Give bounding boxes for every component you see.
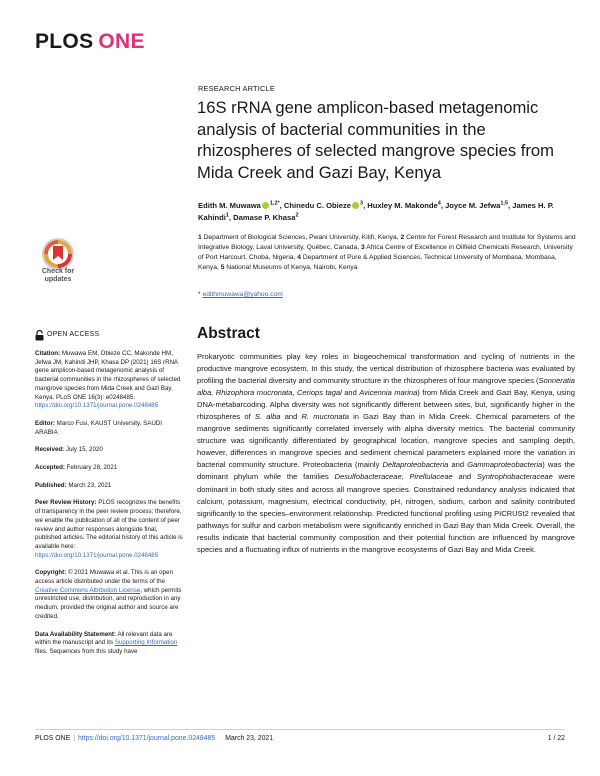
received-date: July 15, 2020 bbox=[65, 446, 103, 454]
journal-logo bbox=[35, 30, 145, 54]
check-updates-line1: Check for bbox=[41, 268, 75, 275]
author-name[interactable]: Edith M. Muwawa bbox=[198, 201, 261, 210]
citation-text: Muwawa EM, Obieze CC, Makonde HM, Jefwa JM, Kahindi JHP, Khasa DP (2021) 16S rRNA gene amplicon-based metagenomic analysis of bacterial communities in the rhizospheres of selected mangrove species from Mida Creek and Gazi Bay, Kenya. PLoS ONE 16(3): e0248485. bbox=[35, 350, 181, 401]
author-name[interactable]: James H. P. Kahindi bbox=[198, 201, 554, 222]
license-link[interactable]: Creative Commons Attribution License bbox=[35, 586, 141, 594]
affiliation-text: National Museums of Kenya, Nairobi, Kenya bbox=[226, 264, 358, 271]
editor-label: Editor: bbox=[35, 419, 55, 427]
author-affiliation-sup: 3 bbox=[360, 200, 364, 207]
affiliation-text: Centre for Forest Research and Institute for Systems and Integrative Biology, Laval University, Québec, Canada, bbox=[198, 234, 576, 251]
abstract-part: and bbox=[458, 472, 472, 482]
published-label: Published: bbox=[35, 481, 67, 489]
author-affiliation-sup: 4 bbox=[437, 200, 441, 207]
article-type: RESEARCH ARTICLE bbox=[198, 84, 275, 93]
correspondence-marker: * bbox=[198, 291, 201, 298]
peer-review-link[interactable]: https://doi.org/10.1371/journal.pone.0248485 bbox=[35, 551, 159, 559]
author-separator: , bbox=[228, 212, 234, 222]
copyright-text-end: , which permits unrestricted use, distribution, and reproduction in any medium, provided the original author and source are credited. bbox=[35, 586, 182, 620]
check-updates-label bbox=[35, 268, 81, 284]
copyright-block bbox=[35, 569, 185, 621]
author-affiliation-sup: 1 bbox=[225, 211, 229, 218]
affiliation-number: 3 bbox=[360, 244, 365, 251]
affiliation-number: 2 bbox=[400, 234, 405, 241]
affiliations bbox=[198, 233, 576, 273]
journal-logo-one: ONE bbox=[98, 30, 145, 53]
published-block bbox=[35, 482, 185, 491]
author-separator: , bbox=[508, 201, 513, 210]
check-updates-icon bbox=[42, 238, 74, 270]
affiliation-text: Department of Pure & Applied Sciences, Technical University of Mombasa, Mombasa, Kenya, bbox=[198, 254, 557, 271]
correspondence bbox=[198, 291, 283, 298]
published-date: March 23, 2021 bbox=[68, 481, 112, 489]
abstract-part: Prokaryotic communities play key roles in biogeochemical transformation and cycling of nutrients in the productive mangrove ecosystem. In this study, the vertical distribution of rhizosphere bacteria was evaluated by profiling the bacterial diversity and community structure in the rhizospheres of four mangrove species ( bbox=[197, 352, 575, 386]
affiliation-number: 4 bbox=[297, 254, 301, 261]
citation-block bbox=[35, 350, 185, 411]
orcid-icon[interactable] bbox=[352, 202, 359, 209]
footer-separator: | bbox=[73, 735, 76, 742]
open-access-text: OPEN ACCESS bbox=[47, 331, 100, 339]
received-block bbox=[35, 446, 185, 455]
taxon-name: Desulfobacteraceae, Pirellulaceae bbox=[334, 472, 453, 482]
abstract-part: ) from Mida Creek and Gazi Bay, Kenya, using DNA-metabarcoding. Alpha diversity was not significantly different between sites, but, significantly higher in the rhizospheres of bbox=[197, 388, 575, 422]
abstract-part: and bbox=[451, 460, 465, 470]
received-label: Received: bbox=[35, 446, 65, 454]
open-lock-icon bbox=[35, 330, 44, 341]
species-name: Sonneratia alba, Rhizophora mucronata, Ceriops tagal bbox=[197, 376, 575, 398]
journal-logo-plos: PLOS bbox=[35, 30, 94, 53]
check-updates-line2: updates bbox=[44, 276, 72, 283]
peer-review-label: Peer Review History: bbox=[35, 499, 97, 507]
footer-date: March 23, 2021 bbox=[225, 735, 274, 742]
abstract-part: ) was the dominant phylum while the families bbox=[197, 460, 575, 482]
footer-page-number: 1 / 22 bbox=[547, 735, 565, 742]
abstract-part: and bbox=[344, 388, 357, 398]
editor-text: Marco Fusi, KAUST University, SAUDI ARABIA bbox=[35, 419, 162, 436]
article-title: 16S rRNA gene amplicon-based metagenomic analysis of bacterial communities in the rhizospheres of selected mangrove species from Mida Creek and Gazi Bay, Kenya bbox=[197, 98, 554, 182]
correspondence-email-link[interactable]: edithmuwawa@yahoo.com bbox=[202, 291, 283, 298]
author-list bbox=[198, 200, 568, 223]
abstract-part: and bbox=[284, 412, 298, 422]
article-sidebar bbox=[35, 330, 185, 666]
accepted-label: Accepted: bbox=[35, 464, 65, 472]
accepted-block bbox=[35, 464, 185, 473]
footer-doi-link[interactable]: https://doi.org/10.1371/journal.pone.0248485 bbox=[78, 735, 216, 742]
peer-review-text: PLOS recognizes the benefits of transparency in the peer review process; therefore, we enable the publication of all of the content of peer review and author responses alongside final, published articles. The editorial history of this article is available here: bbox=[35, 499, 183, 550]
author-name[interactable]: Huxley M. Makonde bbox=[367, 201, 438, 210]
page-footer bbox=[35, 735, 565, 742]
author-separator: , bbox=[279, 201, 284, 210]
abstract-heading: Abstract bbox=[197, 325, 260, 342]
footer-journal: PLOS ONE bbox=[35, 735, 71, 742]
citation-doi-link[interactable]: https://doi.org/10.1371/journal.pone.0248485 bbox=[35, 402, 159, 410]
author-name[interactable]: Joyce M. Jefwa bbox=[445, 201, 501, 210]
species-name: S. alba bbox=[254, 412, 281, 422]
affiliation-text: Department of Biological Sciences, Pwani University, Kilifi, Kenya, bbox=[203, 234, 399, 241]
data-availability-text: All relevant data are within the manuscript and its bbox=[35, 630, 173, 647]
species-name: Avicennia marina bbox=[359, 388, 418, 398]
author-separator: , bbox=[363, 201, 368, 210]
data-availability-block bbox=[35, 631, 185, 657]
peer-review-block bbox=[35, 499, 185, 560]
author-affiliation-sup: 1,5 bbox=[500, 200, 509, 207]
species-name: R. mucronata bbox=[301, 412, 349, 422]
affiliation-number: 1 bbox=[198, 234, 202, 241]
editor-block bbox=[35, 420, 185, 437]
supporting-info-link[interactable]: Supporting Information bbox=[114, 639, 178, 647]
affiliation-text: Africa Centre of Excellence in Oilfield Chemicals Research, University of Port Harcourt, Choba, Nigeria, bbox=[198, 244, 573, 261]
abstract-part: were dominant in both study sites and across all mangrove species. Constrained redundancy analysis indicated that calcium, potassium, magnesium, electrical conductivity, pH, nitrogen, sodium, carbon and salinity contributed significantly to the species–environment relationship. Predicted functional profiling using PICRUSt2 revealed that pathways for sulfur and carbon metabolism were significantly enriched in Gazi Bay than Mida Creek. Overall, the results indicate that bacterial community composition and their potential function are influenced by mangrove species and a fluctuating influx of nutrients in the mangrove ecosystems of Gazi Bay and Mida Creek. bbox=[197, 472, 575, 554]
abstract-text bbox=[197, 351, 575, 556]
author-separator: , bbox=[440, 201, 446, 210]
author-name[interactable]: Damase P. Khasa bbox=[233, 212, 296, 222]
check-for-updates-badge[interactable] bbox=[35, 238, 81, 294]
taxon-name: Syntrophobacteraceae bbox=[476, 472, 553, 482]
affiliation-number: 5 bbox=[220, 264, 225, 271]
data-availability-label: Data Availability Statement: bbox=[35, 630, 117, 638]
data-availability-text-end: files. Sequences from this study have bbox=[35, 647, 138, 655]
taxon-name: Deltaproteobacteria bbox=[382, 460, 449, 470]
open-access-label bbox=[35, 330, 185, 341]
taxon-name: Gammaproteobacteria bbox=[467, 460, 543, 470]
copyright-label: Copyright: bbox=[35, 569, 67, 577]
author-affiliation-sup: 1,2* bbox=[269, 200, 280, 207]
citation-label: Citation: bbox=[35, 350, 61, 357]
author-name[interactable]: Chinedu C. Obieze bbox=[283, 201, 351, 210]
author-affiliation-sup: 2 bbox=[295, 211, 299, 218]
footer-rule bbox=[35, 729, 565, 730]
orcid-icon[interactable] bbox=[262, 202, 269, 209]
accepted-date: February 28, 2021 bbox=[66, 464, 118, 472]
abstract-part: in Gazi Bay than in Mida Creek. Chemical parameters of the mangrove sediments significantly correlated inversely with alpha diversity metrics. The bacterial community structure was significantly differentiated by geographical location, mangrove species and sampling depth, however, differences in mangrove species and sediment chemical parameters explained more the variation in bacterial community structure. Proteobacteria (mainly bbox=[197, 412, 575, 470]
copyright-text: © 2021 Muwawa et al. This is an open access article distributed under the terms of the bbox=[35, 569, 173, 586]
